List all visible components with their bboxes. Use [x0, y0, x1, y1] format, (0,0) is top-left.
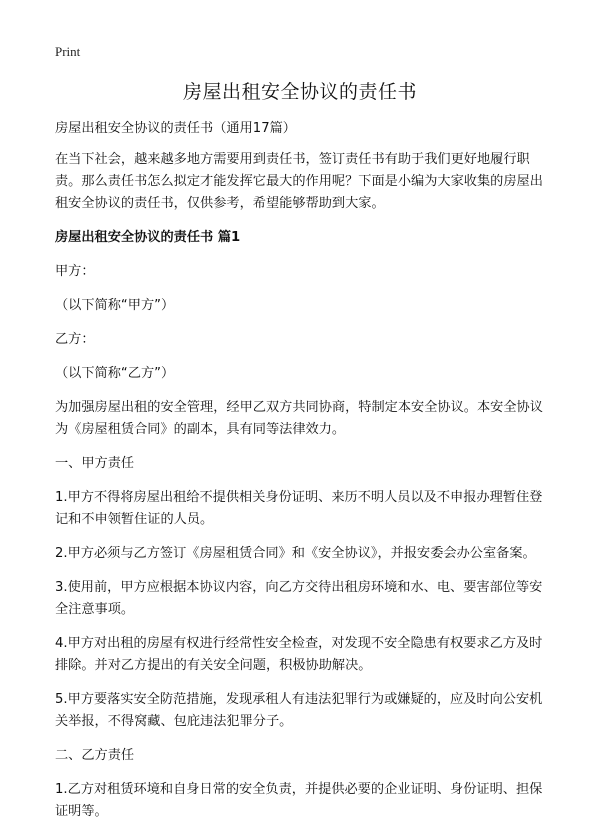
party-b-label: 乙方：: [55, 332, 95, 347]
print-link[interactable]: Print: [55, 44, 81, 59]
part-a-heading: 一、甲方责任: [55, 456, 135, 471]
document-subtitle: 房屋出租安全协议的责任书（通用17篇）: [55, 121, 296, 136]
section-heading: 房屋出租安全协议的责任书 篇1: [55, 230, 241, 245]
party-a-alias: （以下简称“甲方”）: [55, 298, 175, 313]
party-b-alias: （以下简称“乙方”）: [55, 366, 175, 381]
clause-item: 1.甲方不得将房屋出租给不提供相关身份证明、来历不明人员以及不申报办理暂住登记和不申领暂住证的人员。: [55, 490, 543, 527]
clause-item: 3.使用前，甲方应根据本协议内容，向乙方交待出租房环境和水、电、要害部位等安全注意事项。: [55, 580, 543, 617]
clause-item: 1.乙方对租赁环境和自身日常的安全负责，并提供必要的企业证明、身份证明、担保证明等。: [55, 782, 543, 819]
clause-item: 5.甲方要落实安全防范措施，发现承租人有违法犯罪行为或嫌疑的，应及时向公安机关举报，不得窝藏、包庇违法犯罪分子。: [55, 692, 543, 729]
clause-item: 4.甲方对出租的房屋有权进行经常性安全检查，对发现不安全隐患有权要求乙方及时排除。并对乙方提出的有关安全问题，积极协助解决。: [55, 636, 543, 673]
clause-item: 2.甲方必须与乙方签订《房屋租赁合同》和《安全协议》，并报安委会办公室备案。: [55, 546, 536, 561]
document-body: [55, 118, 550, 835]
document-title: 房屋出租安全协议的责任书: [182, 81, 417, 103]
party-a-label: 甲方：: [55, 264, 95, 279]
purpose-paragraph: 为加强房屋出租的安全管理，经甲乙双方共同协商，特制定本安全协议。本安全协议为《房屋租赁合同》的副本，具有同等法律效力。: [55, 400, 543, 437]
part-b-heading: 二、乙方责任: [55, 748, 135, 763]
intro-paragraph: 在当下社会，越来越多地方需要用到责任书，签订责任书有助于我们更好地履行职责。那么责任书怎么拟定才能发挥它最大的作用呢？下面是小编为大家收集的房屋出租安全协议的责任书，仅供参考，希望能够帮助到大家。: [55, 152, 543, 211]
